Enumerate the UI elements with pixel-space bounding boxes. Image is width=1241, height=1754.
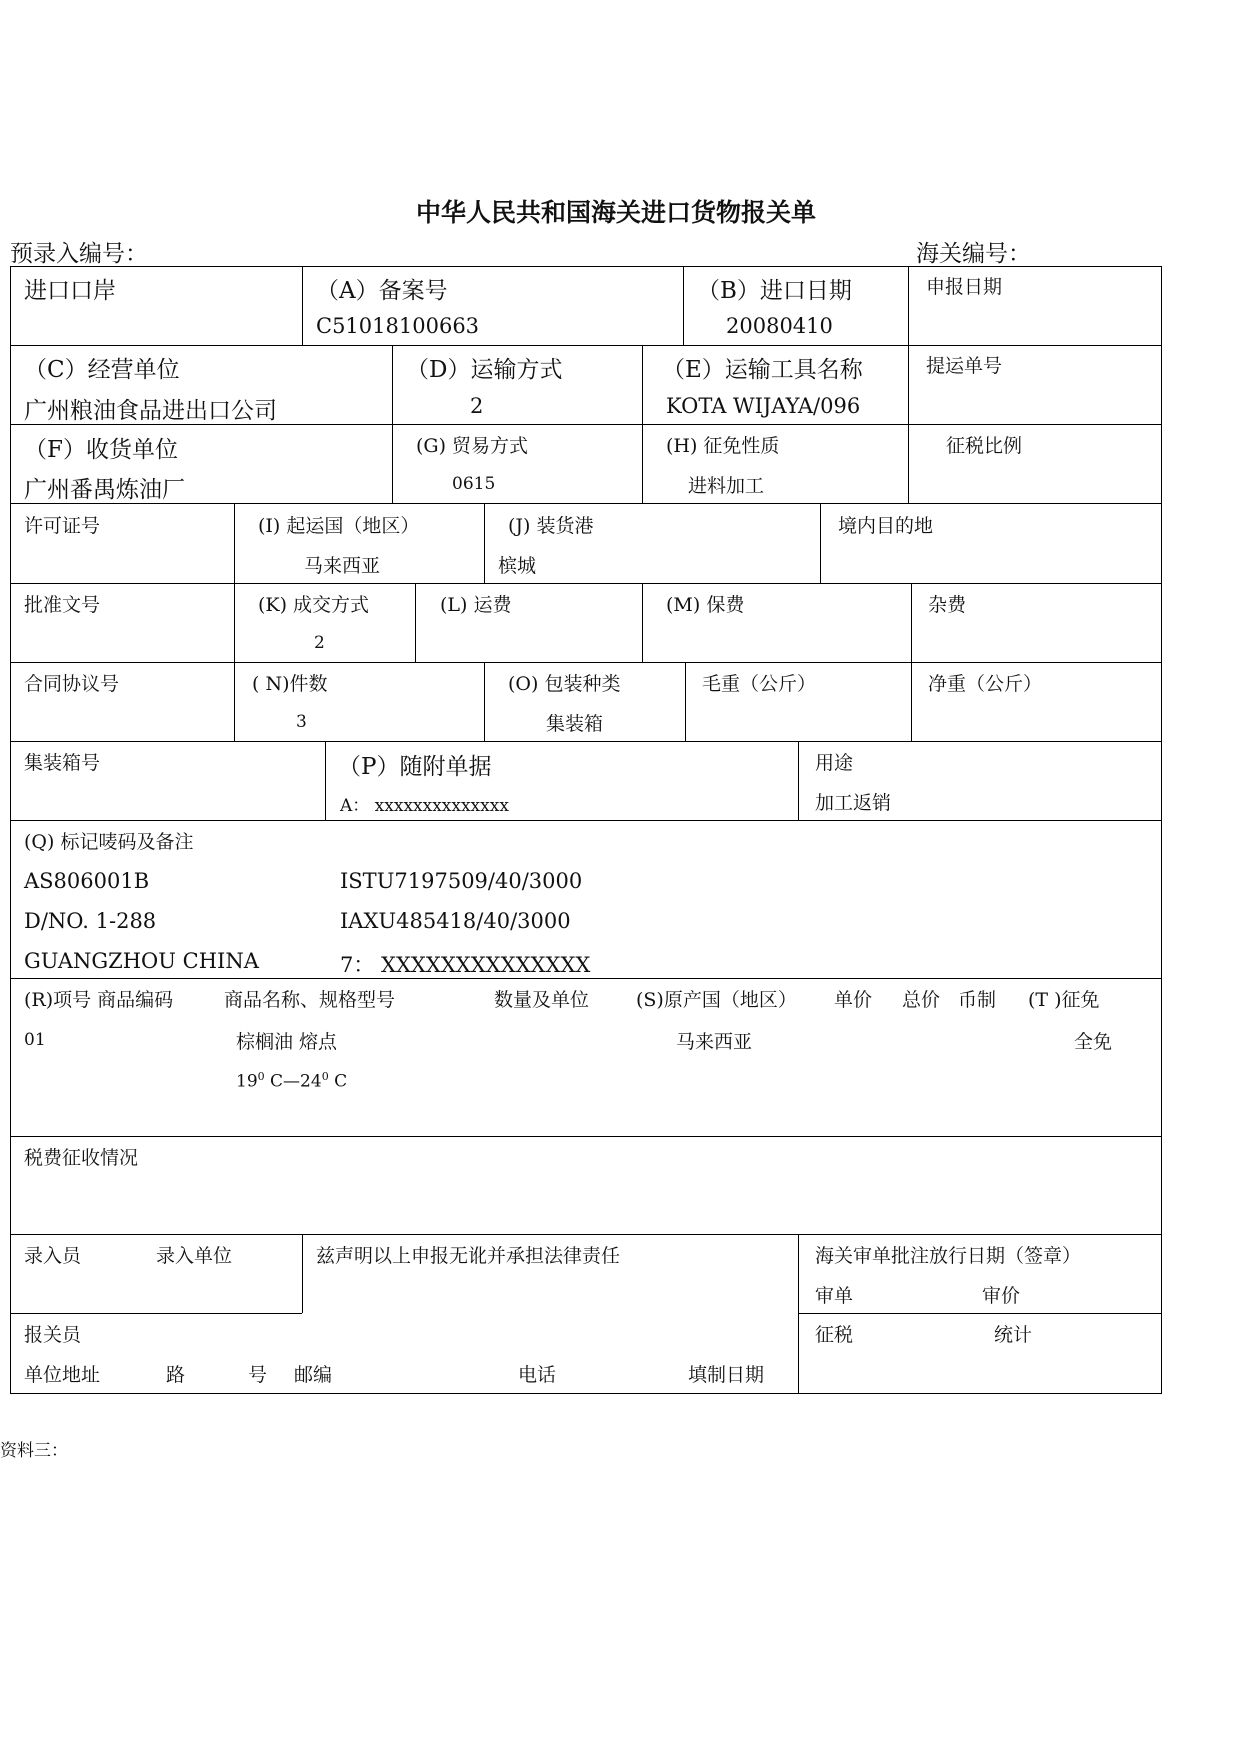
goods-spec: $19^0$ $C—24^0$ C [236,1070,348,1092]
tax-ratio-label: 征税比例 [946,435,1023,457]
goods-origin: 马来西亚 [676,1031,753,1053]
goods-header-item-code: (R)项号 商品编码 [24,989,174,1011]
usage-label: 用途 [815,752,854,774]
bill-no-label: 提运单号 [926,355,1003,377]
consignee-label: （F）收货单位 [24,437,178,463]
record-no-label: （A）备案号 [316,278,448,304]
col-divider [325,741,326,820]
row-divider [10,583,1162,584]
row-divider [10,345,1162,346]
license-no-label: 许可证号 [24,515,101,537]
declare-date-label: 申报日期 [926,276,1003,298]
col-divider [484,503,485,583]
trade-mode-value: 0615 [452,474,496,494]
goods-header-name-spec: 商品名称、规格型号 [224,989,396,1011]
attachment-label: 资料三： [0,1441,68,1461]
goods-header-exemption: (T )征免 [1028,989,1100,1011]
unit-address-label: 单位地址 [24,1364,101,1386]
marks-right-line: 7： XXXXXXXXXXXXXX [340,953,591,977]
declaration-statement: 兹声明以上申报无讹并承担法律责任 [316,1245,621,1267]
operator-label: （C）经营单位 [24,357,180,383]
tax-collection-label: 税费征收情况 [24,1147,139,1169]
exemption-nature-value: 进料加工 [688,475,765,497]
postcode-label: 邮编 [294,1364,333,1386]
goods-exemption: 全免 [1074,1031,1113,1053]
row-divider [10,1136,1162,1137]
package-type-label: (O) 包装种类 [508,673,621,695]
origin-country-label: (I) 起运国（地区） [258,515,420,537]
approval-no-label: 批准文号 [24,594,101,616]
vehicle-name-value: KOTA WIJAYA/096 [666,394,861,418]
domestic-destination-label: 境内目的地 [838,515,934,537]
fill-date-label: 填制日期 [688,1364,765,1386]
loading-port-value: 槟城 [498,555,537,577]
levy-label: 征税 [815,1324,854,1346]
deal-mode-label: (K) 成交方式 [258,594,370,616]
pre-entry-no-label: 预录入编号： [10,241,148,267]
origin-country-value: 马来西亚 [304,555,381,577]
net-weight-label: 净重（公斤） [928,673,1043,695]
freight-label: (L) 运费 [440,594,512,616]
transport-mode-value: 2 [470,394,484,418]
usage-value: 加工返销 [815,792,892,814]
marks-right-line: IAXU485418/40/3000 [340,909,571,933]
number-label: 号 [248,1364,268,1386]
customs-no-label: 海关编号： [916,241,1031,267]
col-divider [820,503,821,583]
vehicle-name-label: （E）运输工具名称 [662,357,863,383]
goods-header-total-price: 总价 [902,989,941,1011]
col-divider [798,741,799,820]
col-divider [908,345,909,503]
col-divider [234,503,235,741]
col-divider [642,345,643,503]
row-divider [10,741,1162,742]
marks-right-line: ISTU7197509/40/3000 [340,869,583,893]
package-type-value: 集装箱 [546,713,604,735]
exemption-nature-label: (H) 征免性质 [666,435,780,457]
col-divider [911,662,912,741]
page-title: 中华人民共和国海关进口货物报关单 [416,198,817,227]
col-divider [911,583,912,662]
gross-weight-label: 毛重（公斤） [702,673,817,695]
price-review-label: 审价 [982,1285,1021,1307]
misc-fee-label: 杂费 [928,594,967,616]
pieces-value: 3 [296,712,307,732]
deal-mode-value: 2 [314,633,325,653]
operator-value: 广州粮油食品进出口公司 [24,398,277,424]
col-divider [798,1234,799,1394]
transport-mode-label: （D）运输方式 [406,357,563,383]
goods-header-currency: 币制 [958,989,997,1011]
goods-header-qty-unit: 数量及单位 [494,989,590,1011]
trade-mode-label: (G) 贸易方式 [416,435,529,457]
pieces-label: ( N)件数 [252,673,328,695]
row-divider [10,1234,1162,1235]
goods-item-no: 01 [24,1030,46,1050]
marks-left-line: AS806001B [24,869,150,893]
import-port-label: 进口口岸 [24,278,116,304]
row-divider [798,1313,1162,1314]
marks-left-line: GUANGZHOU CHINA [24,949,259,973]
entry-unit-label: 录入单位 [156,1245,233,1267]
col-divider [484,662,485,741]
entry-clerk-label: 录入员 [24,1245,82,1267]
row-divider [10,662,1162,663]
goods-header-unit-price: 单价 [834,989,873,1011]
col-divider [392,345,393,503]
loading-port-label: (J) 装货港 [508,515,594,537]
col-divider [908,266,909,345]
declarer-label: 报关员 [24,1324,82,1346]
col-divider [683,266,684,345]
consignee-value: 广州番禺炼油厂 [24,477,185,503]
statistics-label: 统计 [994,1324,1033,1346]
attached-documents-value: A： xxxxxxxxxxxxxx [340,796,509,816]
import-date-value: 20080410 [726,314,833,338]
col-divider [685,662,686,741]
customs-approval-label: 海关审单批注放行日期（签章） [815,1245,1082,1267]
import-date-label: （B）进口日期 [697,278,852,304]
col-divider [302,266,303,345]
record-no-value: C51018100663 [316,314,480,338]
marks-remarks-label: (Q) 标记唛码及备注 [24,831,194,853]
col-divider [642,583,643,662]
col-divider [302,1234,303,1313]
marks-left-line: D/NO. 1-288 [24,909,157,933]
goods-header-origin: (S)原产国（地区） [636,989,797,1011]
phone-label: 电话 [518,1364,557,1386]
row-divider [10,820,1162,821]
goods-name: 棕榈油 熔点 [236,1031,338,1053]
container-no-label: 集装箱号 [24,752,101,774]
road-label: 路 [166,1364,186,1386]
col-divider [415,583,416,662]
contract-no-label: 合同协议号 [24,673,120,695]
review-label: 审单 [815,1285,854,1307]
attached-documents-label: （P）随附单据 [338,754,492,780]
row-divider [10,1313,302,1314]
insurance-label: (M) 保费 [666,594,745,616]
